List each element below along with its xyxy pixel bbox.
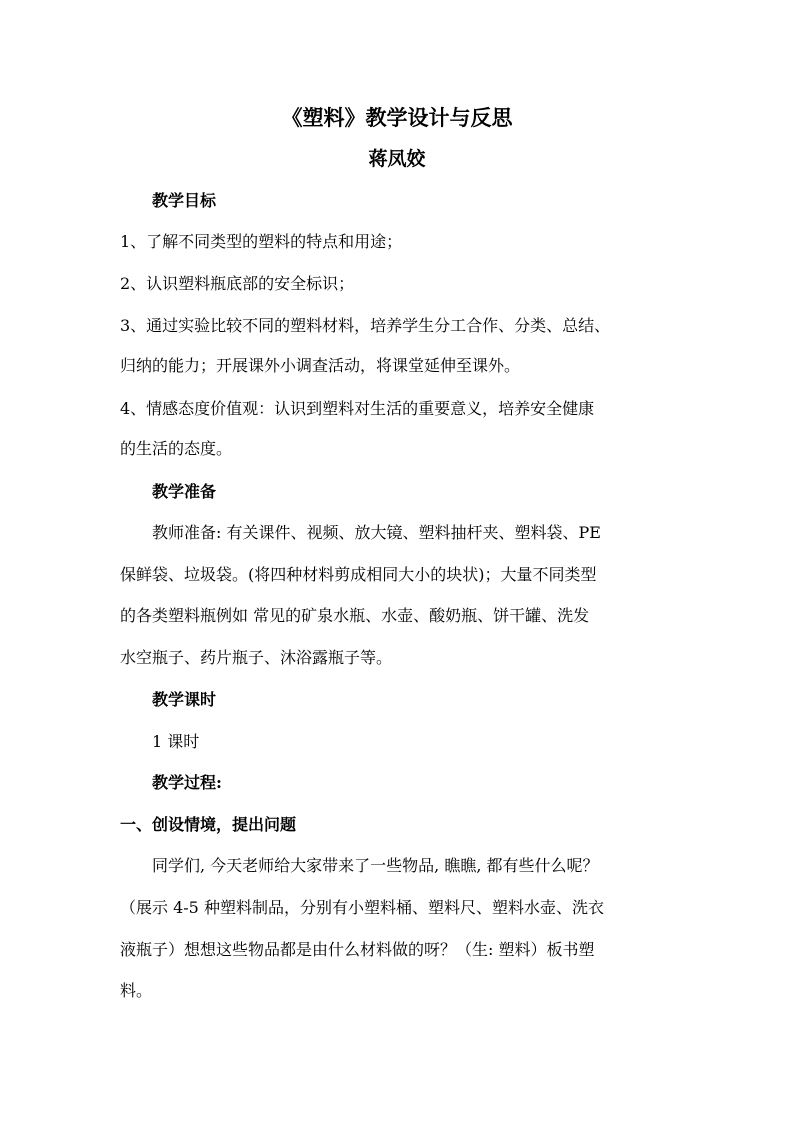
periods-value: 1 课时 <box>152 732 200 751</box>
process-section-1-heading: 一、创设情境，提出问题 <box>120 815 297 834</box>
process-line-2: （展示 4-5 种塑料制品，分别有小塑料桶、塑料尺、塑料水壶、洗衣 <box>120 898 604 917</box>
objective-item-2: 2、认识塑料瓶底部的安全标识； <box>120 274 355 293</box>
document-title: 《塑料》教学设计与反思 <box>281 105 513 130</box>
preparation-heading: 教学准备 <box>152 482 217 501</box>
periods-heading: 教学课时 <box>152 690 217 709</box>
preparation-line-1: 教师准备: 有关课件、视频、放大镜、塑料抽杆夹、塑料袋、PE <box>152 523 601 542</box>
preparation-line-4: 水空瓶子、药片瓶子、沐浴露瓶子等。 <box>120 648 393 667</box>
preparation-line-3: 的各类塑料瓶例如 常见的矿泉水瓶、水壶、酸奶瓶、饼干罐、洗发 <box>120 606 590 625</box>
objective-item-3-line-1: 3、通过实验比较不同的塑料材料，培养学生分工合作、分类、总结、 <box>120 316 611 335</box>
objective-item-3-line-2: 归纳的能力；开展课外小调查活动，将课堂延伸至课外。 <box>120 356 521 375</box>
objectives-heading: 教学目标 <box>152 191 217 210</box>
process-line-4: 料。 <box>120 981 153 1000</box>
process-line-1: 同学们, 今天老师给大家带来了一些物品, 瞧瞧, 都有些什么呢？ <box>152 856 599 875</box>
process-line-3: 液瓶子）想想这些物品都是由什么材料做的呀？（生: 塑料）板书塑 <box>120 940 595 959</box>
document-author: 蒋凤姣 <box>368 148 426 170</box>
objective-item-4-line-2: 的生活的态度。 <box>120 439 233 458</box>
objective-item-4-line-1: 4、情感态度价值观：认识到塑料对生活的重要意义，培养安全健康 <box>120 399 595 418</box>
preparation-line-2: 保鲜袋、垃圾袋。(将四种材料剪成相同大小的块状)；大量不同类型 <box>120 565 597 584</box>
process-heading: 教学过程: <box>152 773 222 792</box>
objective-item-1: 1、了解不同类型的塑料的特点和用途； <box>120 232 403 251</box>
